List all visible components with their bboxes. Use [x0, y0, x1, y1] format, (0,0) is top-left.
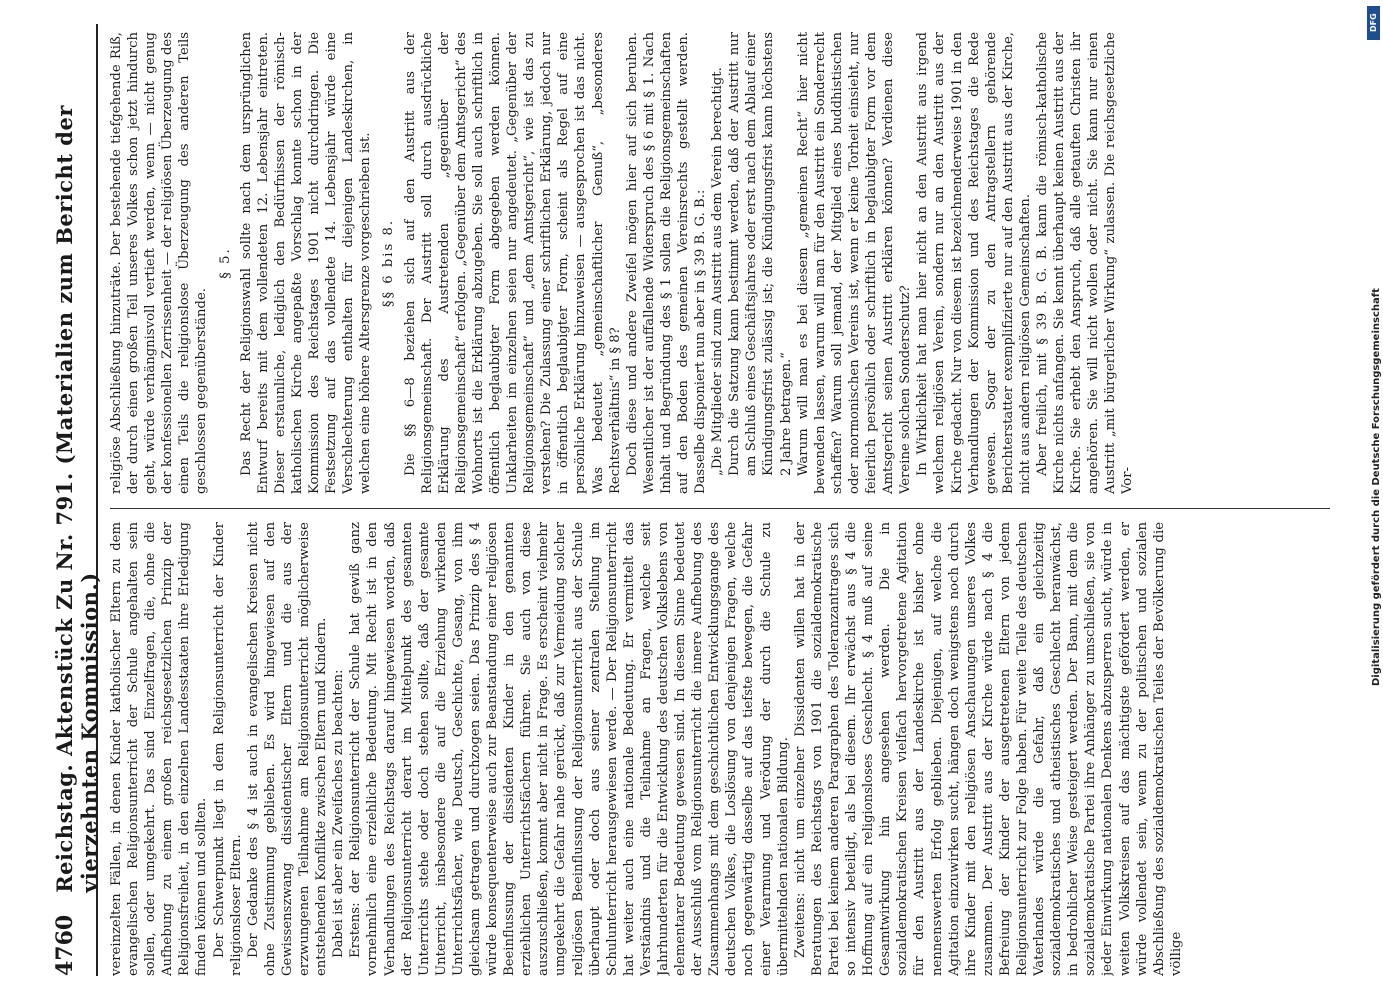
digitization-notice [1343, 0, 1383, 1000]
paragraph: vereinzelten Fällen, in denen Kinder katholischer Eltern zu dem evangelischen Religionsunterricht der Schule angehalten sein sollen, oder umgekehrt. Das sind Einzelfragen, die, ohne die Aufhebung zu einem großen reichsgesetzlichen Prinzip der Religionsfreiheit, in den einzelnen Landesstaaten ihre Erledigung finden können und sollten. [109, 522, 210, 976]
paragraph: religiöse Abschließung hinzuträte. Der bestehende tiefgehende Riß, der durch einen großen Teil unseres Volkes schon jetzt hindurch geht, würde verhängnisvoll vertieft werden, wenn — nicht genug der konfessionellen Zerrissenheit — der religiösen Überzeugung des einen Teils die religionslose Überzeugung des anderen Teils geschlossen gegenüberstände. [109, 32, 210, 494]
paragraph: Der Gedanke des § 4 ist auch in evangelischen Kreisen nicht ohne Zustimmung geblieben. Es wird hingewiesen auf den Gewissenszwang dissidentischer Eltern und die aus der erzwungenen Teilnahme am Religionsunterricht möglicherweise entstehenden Konflikte zwischen Eltern und Kindern. [245, 522, 330, 976]
paragraph: Dabei ist aber ein Zweifaches zu beachten: [331, 669, 347, 958]
paragraph: Durch die Satzung kann bestimmt werden, daß der Austritt nur am Schluß eines Geschäftsjahres oder erst nach dem Ablauf einer Kündigungsfrist zulässig ist; die Kündigungsfrist kann höchstens 2 Jahre betragen.“ [727, 32, 794, 476]
paragraph: Aber freilich, mit § 39 B. G. B. kann die römisch-katholische Kirche nichts anfangen. Sie kennt überhaupt keinen Austritt aus der Kirche. Sie erhebt den Anspruch, daß alle getauften Christen ihr angehören. Sie will nicht wollen oder nicht. Sie kann nur einen Austritt „mit bürgerlicher Wirkung“ zulassen. Die reichsgesetzliche Vor- [1034, 32, 1136, 494]
paragraph: Warum will man es bei diesem „gemeinen Recht“ hier nicht bewenden lassen, warum will man für den Austritt ein Sonderrecht schaffen? Warum soll jemand, der Mitglied eines buddhistischen oder mormonischen Vereins ist, wenn er keine Torheit einsieht, nur feierlich persönlich oder schriftlich in beglaubigter Form vor dem Amtsgericht seinen Austritt erklären können? Verdienen diese Vereine solchen Sonderschutz? [795, 32, 914, 494]
paragraph: Doch diese und andere Zweifel mögen hier auf sich beruhen. Wesentlicher ist der auffallende Widerspruch des § 6 mit § 1. Nach Inhalt und Begründung des § 1 sollen die Religionsgemeinschaften auf den Boden des gemeinen Vereinsrechts gestellt werden. Dasselbe disponiert nun aber in § 39 B. G. B.: [624, 32, 709, 494]
left-text-column [108, 522, 1332, 976]
paragraph: Zweitens: nicht um einzelner Dissidenten willen hat in der Beratungen des Reichstags von 1901 die sozialdemokratische Partei bei keinem anderen Paragraphen des Toleranzantrages sich so intensiv beteiligt, als bei diesem. Ihr erwächst aus § 4 die Hoffnung auf ein religionsloses Geschlecht. § 4 muß auf seine Gesamtwirkung hin angesehen werden. Die in sozialdemokratischen Kreisen vielfach hervorgetretene Agitation für den Austritt aus der Landeskirche ist bisher ohne nennenswerten Erfolg geblieben. Diejenigen, auf welche die Agitation einzuwirken sucht, hängen doch wenigstens noch durch ihre Kinder mit den religiösen Anschauungen unseres Volkes zusammen. Der Austritt aus der Kirche würde nach § 4 die Befreiung der Kinder der ausgetretenen Eltern von jedem Religionsunterricht zur Folge haben. Für weite Teile des deutschen Vaterlandes würde die Gefahr, daß ein gleichzeitig sozialdemokratisches und atheistisches Geschlecht heranwächst, in bedrohlicher Weise gesteigert werden. Der Bann, mit dem die sozialdemokratische Partei ihre Anhänger zu umschließen, sie von jeder Einwirkung nationalen Denkens abzusperren sucht, würde in weiten Volkskreisen auf das mächtigste gefördert werden, er würde vollendet sein, wenn zu der politischen und sozialen Abschließung des sozialdemokratischen Teiles der Bevölkerung die völlige [792, 522, 1184, 976]
paragraph: In Wirklichkeit hat man hier nicht an den Austritt aus irgend welchem religiösen Verein, sondern nur an den Austritt aus der Kirche gedacht. Nur von diesem ist bezeichnenderweise 1901 in den Verhandlungen der Kommission und des Reichstages die Rede gewesen. Sogar der zu den Antragstellern gehörende Berichterstatter exemplifizierte nur auf den Austritt aus der Kirche, nicht aus andern religiösen Gemeinschaften. [915, 32, 1033, 494]
section-heading: §§ 6 bis 8. [381, 218, 397, 308]
right-text-column [108, 32, 1332, 494]
column-divider [110, 508, 1330, 509]
dfg-logo-badge: DFG [1367, 6, 1380, 40]
paragraph: Die §§ 6—8 beziehen sich auf den Austritt aus der Religionsgemeinschaft. Der Austritt soll durch ausdrückliche Erklärung des Austretenden „gegenüber der Religionsgemeinschaft“ erfolgen. „Gegenüber dem Amtsgericht“ des Wohnorts ist die Erklärung abzugeben. Sie soll auch schriftlich in öffentlich beglaubigter Form abgegeben werden können. Unklarheiten im einzelnen seien nur angedeutet. „Gegenüber der Religionsgemeinschaft“ und „dem Amtsgericht“, wie ist das zu verstehen? Die Zulassung einer schriftlichen Erklärung, jedoch nur in öffentlich beglaubigter Form, scheint als Regel auf eine persönliche Erklärung hinzuweisen — ausgesprochen ist das nicht. Was bedeutet „gemeinschaftlicher Genuß“, „besonderes Rechtsverhältnis“ in § 8? [402, 32, 623, 494]
digitization-credit: Digitalisierung gefördert durch die Deutsche Forschungsgemeinschaft [1371, 288, 1382, 686]
section-heading: § 5. [217, 247, 233, 279]
page-number: 4760 [52, 914, 78, 976]
paragraph: Der Schwerpunkt liegt in dem Religionsunterricht der Kinder religionsloser Eltern. [211, 522, 244, 976]
paragraph: Erstens: der Religionsunterricht der Schule hat gewiß ganz vornehmlich eine erziehliche Bedeutung. Mit Recht ist in den Verhandlungen des Reichstags darauf hingewiesen worden, daß der Religionsunterricht derart im Mittelpunkt des gesamten Unterrichts stehe oder doch stehen sollte, daß der gesamte Unterricht, insbesondere die auf die Erziehung wirkenden Unterrichtsfächer, wie Deutsch, Geschichte, Gesang, von ihm gleichsam getragen und durchzogen seien. Das Prinzip des § 4 würde konsequenterweise auch zur Beanstandung einer religiösen Beeinflussung der dissidenten Kinder in den genannten erziehlichen Unterrichtsfächern führen. Sie auch von diese auszuschließen, kommt aber nicht in Frage. Es erscheint vielmehr umgekehrt die Gefahr nahe gerückt, daß zur Vermeidung solcher religiösen Beeinflussung der Religionsunterricht aus der Schule überhaupt oder doch aus seiner zentralen Stellung im Schulunterricht herausgewiesen werde. — Der Religionsunterricht hat weiter auch eine nationale Bedeutung. Er vermittelt das Verständnis und die Teilnahme an Fragen, welche seit Jahrhunderten für die Entwicklung des deutschen Volkslebens von elementarer Bedeutung gewesen sind. In diesem Sinne bedeutet der Ausschluß vom Religionsunterricht die innere Aufhebung des Zusammenhangs mit dem geschichtlichen Entwicklungsgange des deutschen Volkes, die Loslösung von denjenigen Fragen, welche noch gegenwärtig dasselbe auf das tiefste bewegen, die Gefahr einer Verarmung und Verödung der durch die Schule zu übermittelnden nationalen Bildung. [348, 522, 791, 976]
paragraph: Das Recht der Religionswahl sollte nach dem ursprünglichen Entwurf bereits mit dem vollendeten 12. Lebensjahr eintreten. Dieser erstaunliche, lediglich den Bedürfnissen der römisch-katholischen Kirche angepaßte Vorschlag konnte schon in der Kommission des Reichstages 1901 nicht durchdringen. Die Festsetzung auf das vollendete 14. Lebensjahr würde eine Verschlechterung enthalten für diejenigen Landeskirchen, in welchen eine höhere Altersgrenze vorgeschrieben ist. [238, 32, 374, 494]
document-page [30, 0, 1340, 1000]
page-header [52, 24, 102, 976]
paragraph: „Die Mitglieder sind zum Austritt aus dem Verein berechtigt. [710, 67, 726, 476]
page-title: Reichstag. Aktenstück Zu Nr. 791. (Materialien zum Bericht der vierzehnten Kommission.) [52, 105, 102, 893]
